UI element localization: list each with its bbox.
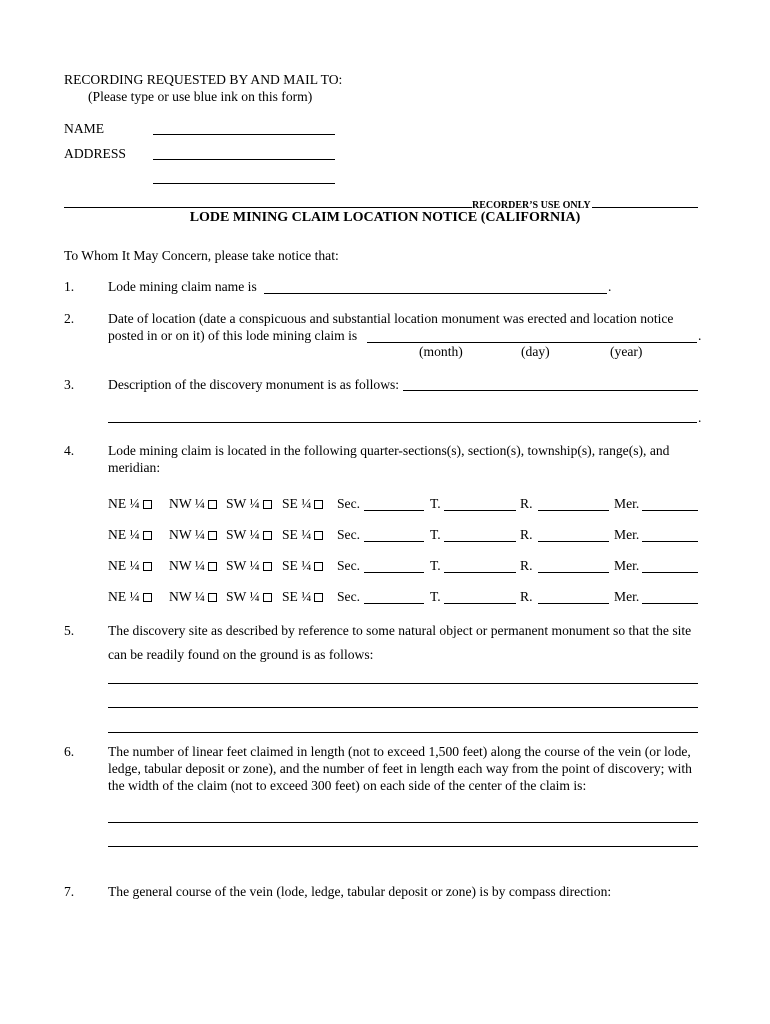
sw-quarter-checkbox[interactable] bbox=[263, 593, 272, 602]
item-5-line1: The discovery site as described by reference to some natural object or permanent monument so that the site bbox=[108, 623, 692, 638]
township-label: T. bbox=[430, 558, 441, 573]
se-quarter-checkbox[interactable] bbox=[314, 531, 323, 540]
township-field[interactable] bbox=[444, 527, 516, 542]
section-label: Sec. bbox=[337, 558, 361, 573]
recorders-use-only-label: RECORDER’S USE ONLY bbox=[472, 200, 591, 211]
claim-name-field[interactable] bbox=[264, 279, 607, 294]
nw-quarter-checkbox[interactable] bbox=[208, 593, 217, 602]
item-4-number: 4. bbox=[64, 443, 75, 458]
name-label: NAME bbox=[64, 121, 105, 136]
ne-quarter-label: NE ¼ bbox=[108, 496, 152, 512]
day-label: (day) bbox=[521, 344, 550, 359]
item-6-number: 6. bbox=[64, 744, 75, 759]
meridian-label: Mer. bbox=[614, 589, 640, 604]
ne-quarter-label: NE ¼ bbox=[108, 558, 152, 574]
discovery-monument-field-line1[interactable] bbox=[403, 376, 698, 391]
item-3-number: 3. bbox=[64, 377, 75, 392]
se-quarter-checkbox[interactable] bbox=[314, 593, 323, 602]
form-title: LODE MINING CLAIM LOCATION NOTICE (CALIFORNIA) bbox=[189, 210, 581, 225]
meridian-field[interactable] bbox=[642, 496, 698, 511]
nw-quarter-checkbox[interactable] bbox=[208, 562, 217, 571]
section-field[interactable] bbox=[364, 527, 424, 542]
recorder-divider-left bbox=[64, 207, 472, 208]
item-4-line1: Lode mining claim is located in the following quarter-sections(s), section(s), township(s), range(s), and bbox=[108, 443, 670, 458]
nw-quarter-label: NW ¼ bbox=[169, 496, 217, 512]
item-6-line1: The number of linear feet claimed in length (not to exceed 1,500 feet) along the course of the vein (or lode, bbox=[108, 744, 691, 759]
name-field[interactable] bbox=[153, 120, 335, 135]
sw-quarter-checkbox[interactable] bbox=[263, 500, 272, 509]
meridian-label: Mer. bbox=[614, 527, 640, 542]
item-6-line2: ledge, tabular deposit or zone), and the number of feet in length each way from the point of discovery; with bbox=[108, 761, 692, 776]
ne-quarter-label: NE ¼ bbox=[108, 527, 152, 543]
sw-quarter-label: SW ¼ bbox=[226, 558, 272, 574]
sw-quarter-checkbox[interactable] bbox=[263, 562, 272, 571]
item-3-label: Description of the discovery monument is as follows: bbox=[108, 377, 400, 392]
intro-text: To Whom It May Concern, please take notice that: bbox=[64, 248, 339, 263]
address-field-line1[interactable] bbox=[153, 145, 335, 160]
discovery-site-field-line3[interactable] bbox=[108, 718, 698, 733]
nw-quarter-label: NW ¼ bbox=[169, 527, 217, 543]
township-field[interactable] bbox=[444, 589, 516, 604]
township-label: T. bbox=[430, 496, 441, 511]
ne-quarter-checkbox[interactable] bbox=[143, 531, 152, 540]
se-quarter-checkbox[interactable] bbox=[314, 562, 323, 571]
se-quarter-label: SE ¼ bbox=[282, 589, 323, 605]
item-7-label: The general course of the vein (lode, ledge, tabular deposit or zone) is by compass direction: bbox=[108, 884, 612, 899]
nw-quarter-checkbox[interactable] bbox=[208, 531, 217, 540]
sw-quarter-label: SW ¼ bbox=[226, 527, 272, 543]
township-label: T. bbox=[430, 589, 441, 604]
sw-quarter-checkbox[interactable] bbox=[263, 531, 272, 540]
range-label: R. bbox=[520, 589, 533, 604]
item-1-number: 1. bbox=[64, 279, 75, 294]
section-field[interactable] bbox=[364, 496, 424, 511]
section-field[interactable] bbox=[364, 589, 424, 604]
se-quarter-label: SE ¼ bbox=[282, 527, 323, 543]
claim-length-field-line1[interactable] bbox=[108, 808, 698, 823]
section-field[interactable] bbox=[364, 558, 424, 573]
ne-quarter-checkbox[interactable] bbox=[143, 500, 152, 509]
range-field[interactable] bbox=[538, 558, 609, 573]
recording-requested-heading: RECORDING REQUESTED BY AND MAIL TO: bbox=[64, 72, 343, 87]
section-label: Sec. bbox=[337, 527, 361, 542]
meridian-field[interactable] bbox=[642, 558, 698, 573]
item-2-line1: Date of location (date a conspicuous and substantial location monument was erected and location notice bbox=[108, 311, 674, 326]
address-label: ADDRESS bbox=[64, 146, 126, 161]
claim-length-field-line2[interactable] bbox=[108, 832, 698, 847]
nw-quarter-label: NW ¼ bbox=[169, 558, 217, 574]
discovery-site-field-line1[interactable] bbox=[108, 669, 698, 684]
range-label: R. bbox=[520, 527, 533, 542]
ne-quarter-checkbox[interactable] bbox=[143, 562, 152, 571]
nw-quarter-checkbox[interactable] bbox=[208, 500, 217, 509]
discovery-monument-field-line2[interactable] bbox=[108, 408, 697, 423]
meridian-label: Mer. bbox=[614, 558, 640, 573]
township-field[interactable] bbox=[444, 496, 516, 511]
recorder-divider-right bbox=[592, 207, 698, 208]
section-label: Sec. bbox=[337, 496, 361, 511]
nw-quarter-label: NW ¼ bbox=[169, 589, 217, 605]
meridian-field[interactable] bbox=[642, 527, 698, 542]
range-label: R. bbox=[520, 558, 533, 573]
item-2-number: 2. bbox=[64, 311, 75, 326]
item-1-label: Lode mining claim name is bbox=[108, 279, 257, 294]
township-label: T. bbox=[430, 527, 441, 542]
range-label: R. bbox=[520, 496, 533, 511]
sw-quarter-label: SW ¼ bbox=[226, 589, 272, 605]
item-2-period: . bbox=[698, 328, 702, 343]
year-label: (year) bbox=[610, 344, 643, 359]
section-label: Sec. bbox=[337, 589, 361, 604]
month-label: (month) bbox=[419, 344, 463, 359]
discovery-site-field-line2[interactable] bbox=[108, 693, 698, 708]
range-field[interactable] bbox=[538, 589, 609, 604]
item-5-line2: can be readily found on the ground is as follows: bbox=[108, 647, 374, 662]
range-field[interactable] bbox=[538, 527, 609, 542]
ne-quarter-checkbox[interactable] bbox=[143, 593, 152, 602]
item-3-period: . bbox=[698, 410, 702, 425]
meridian-label: Mer. bbox=[614, 496, 640, 511]
se-quarter-label: SE ¼ bbox=[282, 558, 323, 574]
location-date-field[interactable] bbox=[367, 328, 697, 343]
township-field[interactable] bbox=[444, 558, 516, 573]
se-quarter-checkbox[interactable] bbox=[314, 500, 323, 509]
item-4-line2: meridian: bbox=[108, 460, 161, 475]
item-1-period: . bbox=[608, 279, 612, 294]
ink-note: (Please type or use blue ink on this form) bbox=[88, 89, 313, 104]
se-quarter-label: SE ¼ bbox=[282, 496, 323, 512]
meridian-field[interactable] bbox=[642, 589, 698, 604]
address-field-line2[interactable] bbox=[153, 169, 335, 184]
item-5-number: 5. bbox=[64, 623, 75, 638]
range-field[interactable] bbox=[538, 496, 609, 511]
ne-quarter-label: NE ¼ bbox=[108, 589, 152, 605]
item-2-line2: posted in or on it) of this lode mining claim is bbox=[108, 328, 358, 343]
item-7-number: 7. bbox=[64, 884, 75, 899]
item-6-line3: the width of the claim (not to exceed 300 feet) on each side of the center of the claim is: bbox=[108, 778, 587, 793]
sw-quarter-label: SW ¼ bbox=[226, 496, 272, 512]
